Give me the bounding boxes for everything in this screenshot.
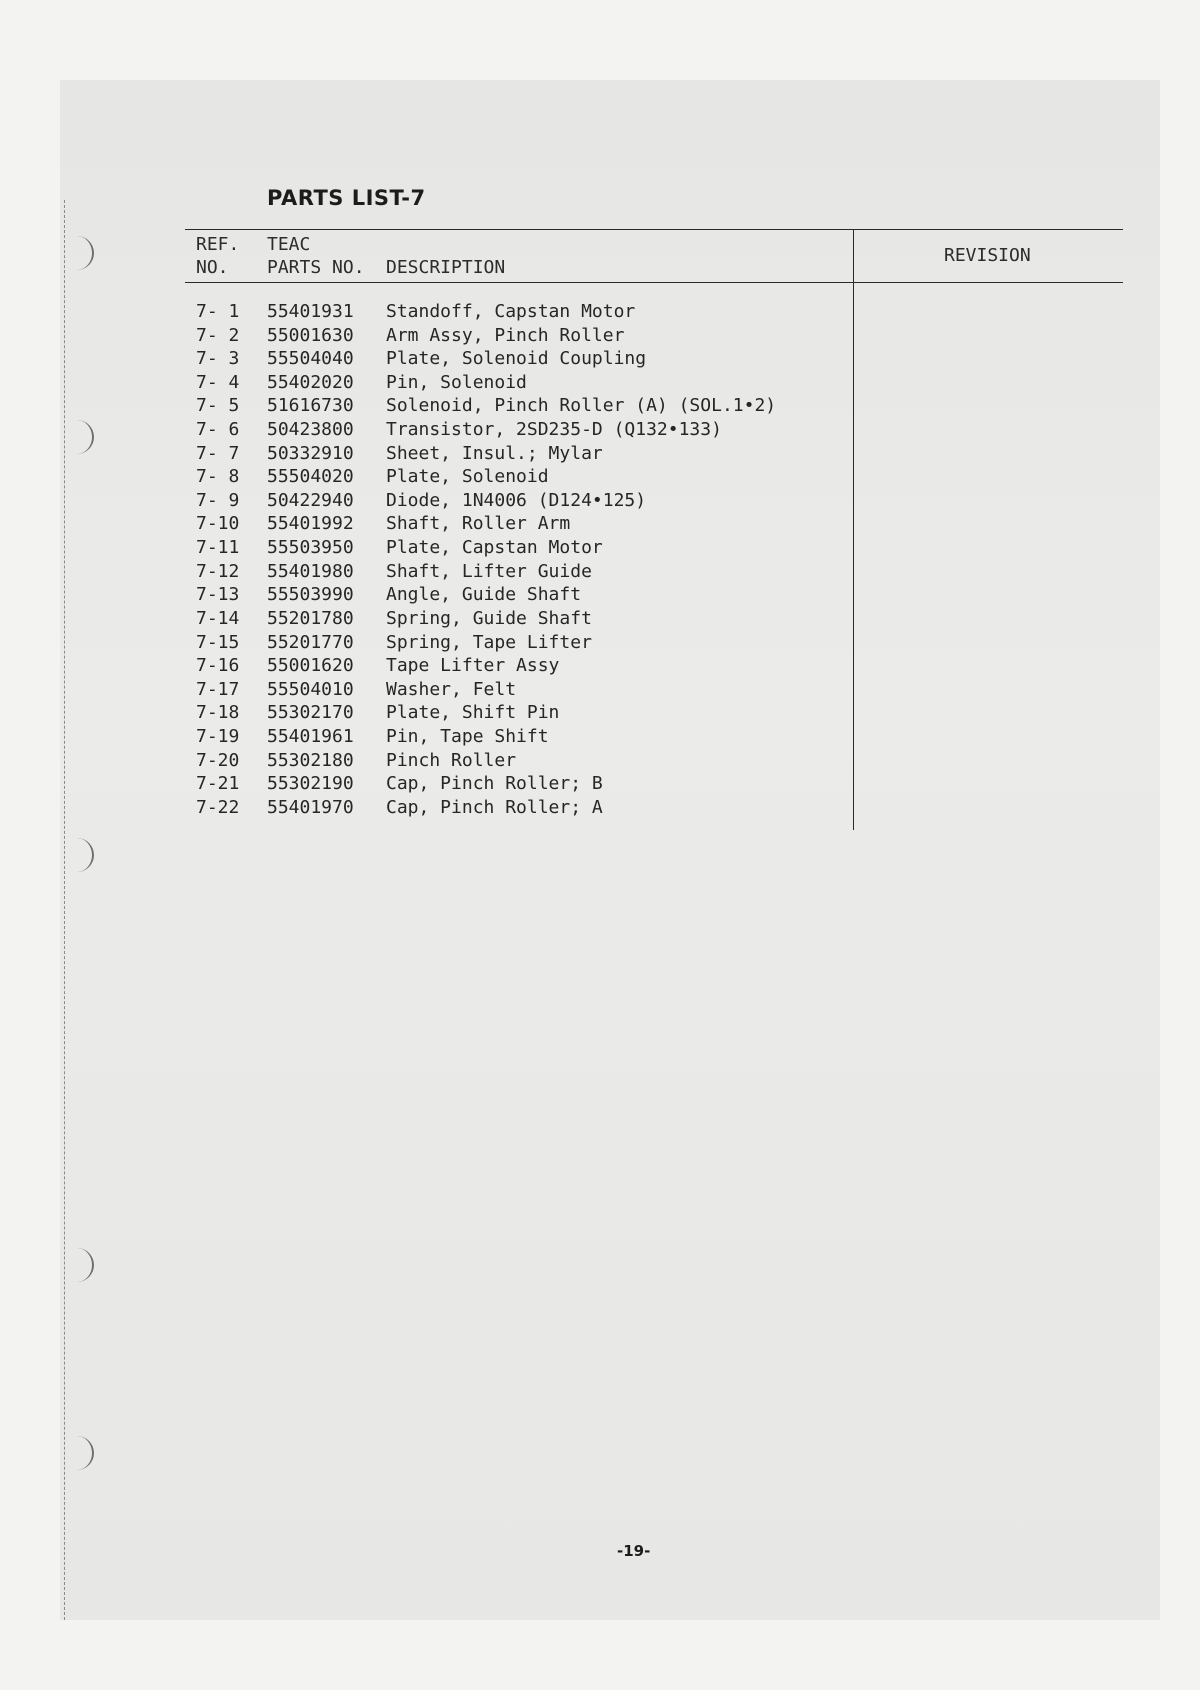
description-cell: Solenoid, Pinch Roller (A) (SOL.1•2) <box>386 395 777 417</box>
description-cell: Spring, Guide Shaft <box>386 607 592 629</box>
table-row <box>196 536 846 560</box>
ref-no-cell: 7-16 <box>196 655 240 677</box>
ref-no-cell: 7-19 <box>196 725 240 747</box>
parts-no-cell: 55001630 <box>267 324 354 346</box>
parts-no-cell: 55504020 <box>267 466 354 488</box>
description-cell: Cap, Pinch Roller; A <box>386 796 603 818</box>
table-row <box>196 654 846 678</box>
ref-no-cell: 7-17 <box>196 678 240 700</box>
parts-no-cell: 55504010 <box>267 678 354 700</box>
parts-no-cell: 55001620 <box>267 655 354 677</box>
description-cell: Diode, 1N4006 (D124•125) <box>386 489 647 511</box>
ref-no-cell: 7-11 <box>196 537 240 559</box>
header-description: DESCRIPTION <box>386 257 506 278</box>
description-cell: Cap, Pinch Roller; B <box>386 773 603 795</box>
ref-no-cell: 7-14 <box>196 607 240 629</box>
parts-no-cell: 55401980 <box>267 560 354 582</box>
header-teac-line1: TEAC <box>267 234 311 255</box>
table-row <box>196 512 846 536</box>
ref-no-cell: 7-18 <box>196 702 240 724</box>
parts-no-cell: 55302170 <box>267 702 354 724</box>
table-row <box>196 324 846 348</box>
description-cell: Pin, Solenoid <box>386 371 527 393</box>
ref-no-cell: 7- 5 <box>196 395 240 417</box>
ref-no-cell: 7- 2 <box>196 324 240 346</box>
ref-no-cell: 7- 7 <box>196 442 240 464</box>
header-ref-line2: NO. <box>196 257 229 278</box>
revision-column-divider <box>853 229 854 830</box>
table-header-rule <box>185 282 1123 283</box>
header-parts-no: PARTS NO. <box>267 257 365 278</box>
parts-no-cell: 50423800 <box>267 419 354 441</box>
ref-no-cell: 7-13 <box>196 584 240 606</box>
table-row <box>196 442 846 466</box>
table-row <box>196 418 846 442</box>
description-cell: Angle, Guide Shaft <box>386 584 582 606</box>
description-cell: Standoff, Capstan Motor <box>386 301 636 322</box>
parts-no-cell: 51616730 <box>267 395 354 417</box>
page-number: -19- <box>617 1542 651 1560</box>
description-cell: Plate, Solenoid Coupling <box>386 348 647 370</box>
description-cell: Tape Lifter Assy <box>386 655 560 677</box>
description-cell: Arm Assy, Pinch Roller <box>386 324 625 346</box>
page-title: PARTS LIST-7 <box>267 186 426 210</box>
ref-no-cell: 7-21 <box>196 773 240 795</box>
table-row <box>196 725 846 749</box>
ref-no-cell: 7- 4 <box>196 371 240 393</box>
parts-no-cell: 55302180 <box>267 749 354 771</box>
description-cell: Plate, Shift Pin <box>386 702 560 724</box>
parts-no-cell: 55401931 <box>267 301 354 322</box>
table-row <box>196 583 846 607</box>
header-ref-line1: REF. <box>196 234 240 255</box>
parts-no-cell: 55503950 <box>267 537 354 559</box>
table-row <box>196 371 846 395</box>
table-row <box>196 607 846 631</box>
parts-no-cell: 55201780 <box>267 607 354 629</box>
parts-table-body <box>196 300 846 819</box>
description-cell: Shaft, Lifter Guide <box>386 560 592 582</box>
parts-no-cell: 55401970 <box>267 796 354 818</box>
parts-no-cell: 50422940 <box>267 489 354 511</box>
parts-no-cell: 55503990 <box>267 584 354 606</box>
ref-no-cell: 7- 3 <box>196 348 240 370</box>
table-row <box>196 394 846 418</box>
parts-no-cell: 55401992 <box>267 513 354 535</box>
table-row <box>196 678 846 702</box>
description-cell: Plate, Solenoid <box>386 466 549 488</box>
ref-no-cell: 7-10 <box>196 513 240 535</box>
description-cell: Pin, Tape Shift <box>386 725 549 747</box>
table-row <box>196 347 846 371</box>
table-top-rule <box>185 229 1123 230</box>
description-cell: Washer, Felt <box>386 678 517 700</box>
parts-no-cell: 55402020 <box>267 371 354 393</box>
table-row <box>196 772 846 796</box>
ref-no-cell: 7- 8 <box>196 466 240 488</box>
ref-no-cell: 7-12 <box>196 560 240 582</box>
parts-no-cell: 50332910 <box>267 442 354 464</box>
ref-no-cell: 7- 6 <box>196 419 240 441</box>
table-row <box>196 749 846 773</box>
table-row <box>196 796 846 820</box>
description-cell: Transistor, 2SD235-D (Q132•133) <box>386 419 722 441</box>
ref-no-cell: 7- 1 <box>196 301 240 322</box>
description-cell: Spring, Tape Lifter <box>386 631 592 653</box>
table-row <box>196 489 846 513</box>
table-row <box>196 300 846 324</box>
ref-no-cell: 7-22 <box>196 796 240 818</box>
description-cell: Shaft, Roller Arm <box>386 513 571 535</box>
binding-margin-line <box>64 200 65 1620</box>
table-row <box>196 465 846 489</box>
table-row <box>196 701 846 725</box>
ref-no-cell: 7-15 <box>196 631 240 653</box>
ref-no-cell: 7- 9 <box>196 489 240 511</box>
ref-no-cell: 7-20 <box>196 749 240 771</box>
description-cell: Sheet, Insul.; Mylar <box>386 442 603 464</box>
table-row <box>196 631 846 655</box>
table-row <box>196 560 846 584</box>
description-cell: Plate, Capstan Motor <box>386 537 603 559</box>
description-cell: Pinch Roller <box>386 749 517 771</box>
parts-no-cell: 55401961 <box>267 725 354 747</box>
parts-no-cell: 55504040 <box>267 348 354 370</box>
header-revision: REVISION <box>944 245 1031 266</box>
parts-no-cell: 55201770 <box>267 631 354 653</box>
parts-no-cell: 55302190 <box>267 773 354 795</box>
